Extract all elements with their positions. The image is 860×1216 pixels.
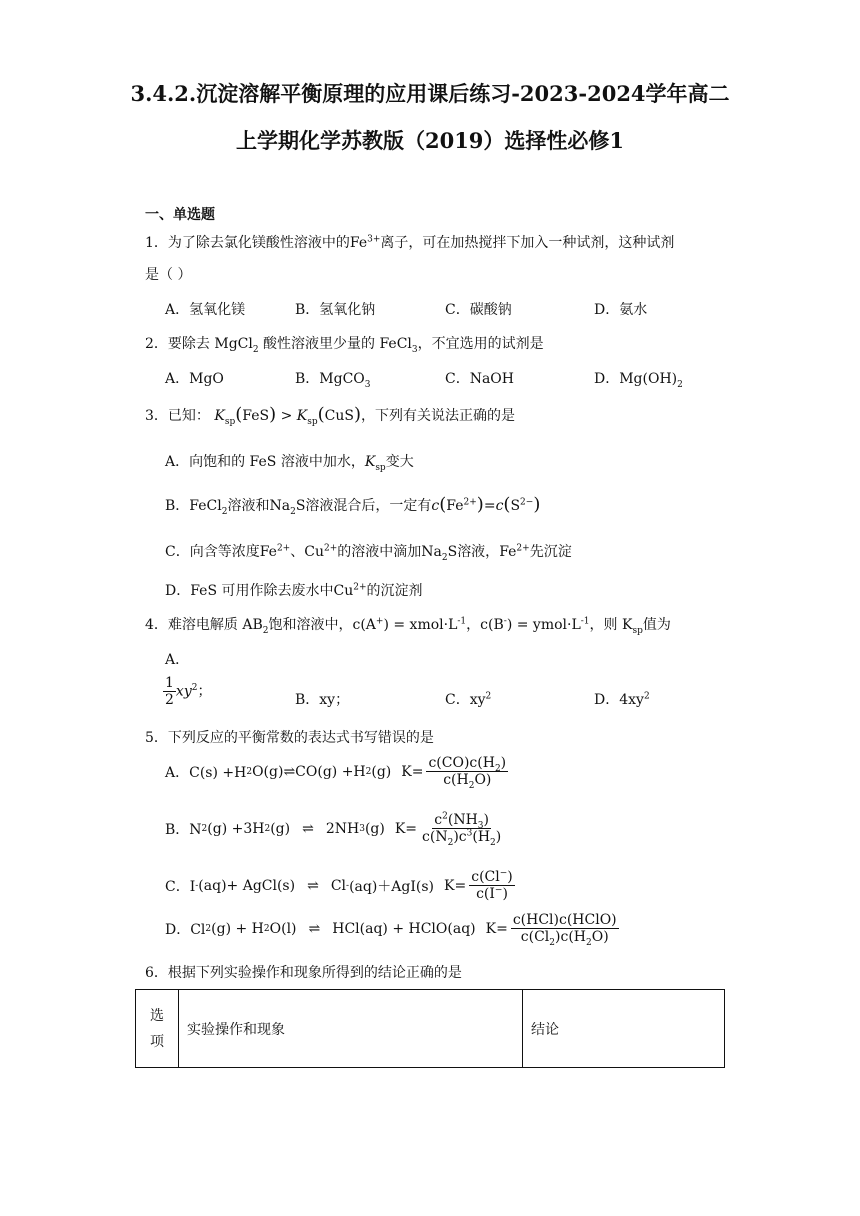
q1-option-c: C．碳酸钠 <box>445 302 512 318</box>
q5-option-c: C．I - (aq)+ AgCl(s) ⇌ Cl - (aq)＋AgI(s) K= $\frac{c(Cl^-)}{c(I^-)}$ <box>165 868 513 902</box>
question-5: 5．下列反应的平衡常数的表达式书写错误的是 <box>145 730 434 746</box>
question-1-cont: 是（ ） <box>145 267 192 283</box>
question-4: 4．难溶电解质 $AB_2$饱和溶液中，$c(A^+) = xmol\cdot L^{-1}$，$c(B^-) = ymol\cdot L^{-1}$，则 $K_{sp}$值为 <box>145 616 671 636</box>
question-6: 6．根据下列实验操作和现象所得到的结论正确的是 <box>145 965 462 981</box>
q4-option-a: $\frac{1}{2}$ $xy^2$； <box>165 675 212 708</box>
q2-option-a: A．MgO <box>165 371 224 387</box>
doc-title-line2: 上学期化学苏教版（2019）选择性必修1 <box>235 128 625 153</box>
question-3: 3．已知： $K_{sp}(FeS) > K_{sp}(CuS)$，下列有关说法正确的是 <box>145 404 516 427</box>
q5-option-a: A．C(s) +H 2 O(g) ⇌ CO(g) +H 2 (g) K= $\frac{c(CO)c(H_2)}{c(H_2O)}$ <box>165 755 507 791</box>
q1-option-b: B．氢氧化钠 <box>295 302 376 318</box>
q4-option-a-label: A． <box>165 652 190 668</box>
q4-option-b: B．xy； <box>295 692 350 708</box>
q3-option-d: D．FeS 可用作除去废水中$Cu^{2+}$的沉淀剂 <box>165 582 423 599</box>
table-header-option: 选 项 <box>136 990 179 1068</box>
table-header-conclusion: 结论 <box>523 990 725 1068</box>
q4-option-c: C．$xy^2$ <box>445 691 492 708</box>
q5-option-b: B．N 2 (g) +3H 2 (g) ⇌ 2NH 3 (g) K= $\frac{c^2(NH_3)}{c(N_2)c^3(H_2)}$ <box>165 811 502 848</box>
q2-option-c: C．NaOH <box>445 371 514 387</box>
q4-option-d: D．$4xy^2$ <box>594 691 650 708</box>
q6-table <box>135 989 725 1068</box>
doc-title-line1: 3.4.2.沉淀溶解平衡原理的应用课后练习-2023-2024学年高二 <box>130 81 730 106</box>
q3-option-a: A．向饱和的 FeS 溶液中加水，$K_{sp}$变大 <box>165 454 414 473</box>
q3-option-c: C．向含等浓度$Fe^{2+}$、$Cu^{2+}$的溶液中滴加$Na_2S$溶液，$Fe^{2+}$先沉淀 <box>165 543 572 563</box>
question-2: 2．要除去 MgCl$_2$ 酸性溶液里少量的 FeCl$_3$，不宜选用的试剂是 <box>145 336 544 355</box>
q2-option-b: B．MgCO$_3$ <box>295 371 371 390</box>
q5-option-d: D．Cl 2 (g) + H 2 O(l) ⇌ HCl(aq) + HClO(aq) K= $\frac{\text{c(HCl)c(HClO)}}{c(Cl_2)c(H_2O)}$ <box>165 912 617 948</box>
q1-option-d: D．氨水 <box>594 302 648 318</box>
q3-option-b: B．FeCl$_2$溶液和$Na_2S$溶液混合后，一定有$c(Fe^{2+})=c(S^{2-})$ <box>165 494 541 517</box>
q2-option-d: D．$Mg(OH)_2$ <box>594 371 683 390</box>
section-heading: 一、单选题 <box>145 207 215 223</box>
question-1: 1．为了除去氯化镁酸性溶液中的$Fe^{3+}$离子，可在加热搅拌下加入一种试剂，这种试剂 <box>145 234 675 251</box>
q1-option-a: A．氢氧化镁 <box>165 302 246 318</box>
table-header-operation: 实验操作和现象 <box>179 990 523 1068</box>
